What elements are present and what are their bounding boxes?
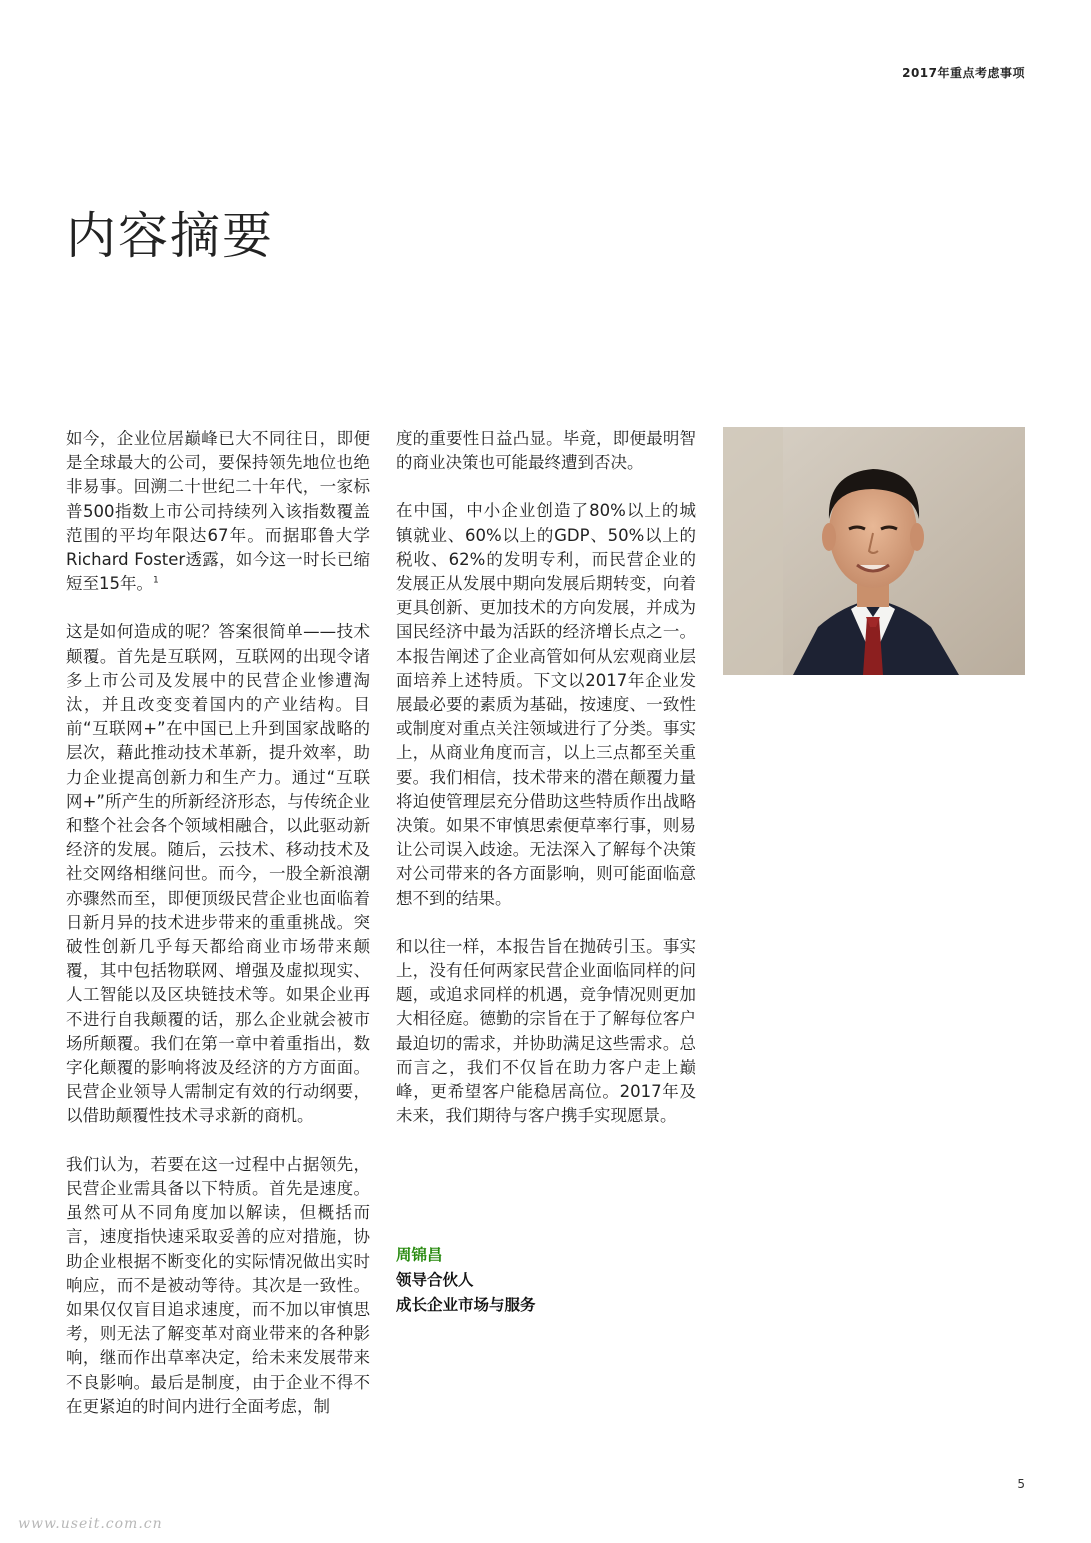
paragraph: 我们认为，若要在这一过程中占据领先，民营企业需具备以下特质。首先是速度。虽然可从不同角度加以解读，但概括而言，速度指快速采取妥善的应对措施，协助企业根据不断变化的实际情况做出实时响应，而不是被动等待。其次是一致性。如果仅仅盲目追求速度，而不加以审慎思考，则无法了解变革对商业带来的各种影响，继而作出草率决定，给未来发展带来不良影响。最后是制度，由于企业不得不在更紧迫的时间内进行全面考虑，制 bbox=[66, 1154, 370, 1416]
running-header: 2017年重点考虑事项 bbox=[902, 66, 1025, 80]
paragraph: 在中国，中小企业创造了80%以上的城镇就业、60%以上的GDP、50%以上的税收、62%的发明专利，而民营企业的发展正从发展中期向发展后期转变，向着更具创新、更加技术的方向发展，并成为国民经济中最为活跃的经济增长点之一。本报告阐述了企业高管如何从宏观商业层面培养上述特质。下文以2017年企业发展最必要的素质为基础，按速度、一致性或制度对重点关注领域进行了分类。事实上，从商业角度而言，以上三点都至关重要。我们相信，技术带来的潜在颠覆力量将迫使管理层充分借助这些特质作出战略决策。如果不审慎思索便草率行事，则易让公司误入歧途。无法深入了解每个决策对公司带来的各方面影响，则可能面临意想不到的结果。 bbox=[396, 501, 696, 908]
page-title: 内容摘要 bbox=[66, 207, 274, 265]
signatory-department: 成长企业市场与服务 bbox=[396, 1296, 536, 1314]
watermark: www.useit.com.cn bbox=[18, 1516, 163, 1532]
signatory-title: 领导合伙人 bbox=[396, 1271, 474, 1289]
signatory-name: 周锦昌 bbox=[396, 1246, 443, 1264]
footnote-marker[interactable]: 1 bbox=[153, 575, 159, 586]
page-number: 5 bbox=[1017, 1477, 1025, 1491]
middle-column bbox=[396, 427, 696, 1152]
paragraph-text: 如今，企业位居巅峰已大不同往日，即便是全球最大的公司，要保持领先地位也绝非易事。回溯二十世纪二十年代，一家标普500指数上市公司持续列入该指数覆盖范围的平均年限达67年。而据耶鲁大学Richard Foster透露，如今这一时长已缩短至15年。 bbox=[66, 429, 370, 594]
paragraph bbox=[66, 427, 370, 596]
paragraph: 和以往一样，本报告旨在抛砖引玉。事实上，没有任何两家民营企业面临同样的问题，或追求同样的机遇，竞争情况则更加大相径庭。德勤的宗旨在于了解每位客户最迫切的需求，并协助满足这些需求。总而言之，我们不仅旨在助力客户走上巅峰，更希望客户能稳居高位。2017年及未来，我们期待与客户携手实现愿景。 bbox=[396, 936, 696, 1126]
portrait-illustration bbox=[723, 427, 1025, 675]
signature-block bbox=[396, 1243, 536, 1318]
left-column bbox=[66, 427, 370, 1443]
author-portrait-photo bbox=[723, 427, 1025, 675]
paragraph: 这是如何造成的呢？答案很简单——技术颠覆。首先是互联网，互联网的出现令诸多上市公司及发展中的民营企业惨遭淘汰，并且改变变着国内的产业结构。目前“互联网+”在中国已上升到国家战略的层次，藉此推动技术革新，提升效率，助力企业提高创新力和生产力。通过“互联网+”所产生的所新经济形态，与传统企业和整个社会各个领域相融合，以此驱动新经济的发展。随后，云技术、移动技术及社交网络相继问世。而今，一股全新浪潮亦骤然而至，即便顶级民营企业也面临着日新月异的技术进步带来的重重挑战。突破性创新几乎每天都给商业市场带来颠覆，其中包括物联网、增强及虚拟现实、人工智能以及区块链技术等。如果企业再不进行自我颠覆的话，那么企业就会被市场所颠覆。我们在第一章中着重指出，数字化颠覆的影响将波及经济的方方面面。民营企业领导人需制定有效的行动纲要，以借助颠覆性技术寻求新的商机。 bbox=[66, 622, 370, 1126]
paragraph: 度的重要性日益凸显。毕竟，即便最明智的商业决策也可能最终遭到否决。 bbox=[396, 429, 696, 473]
